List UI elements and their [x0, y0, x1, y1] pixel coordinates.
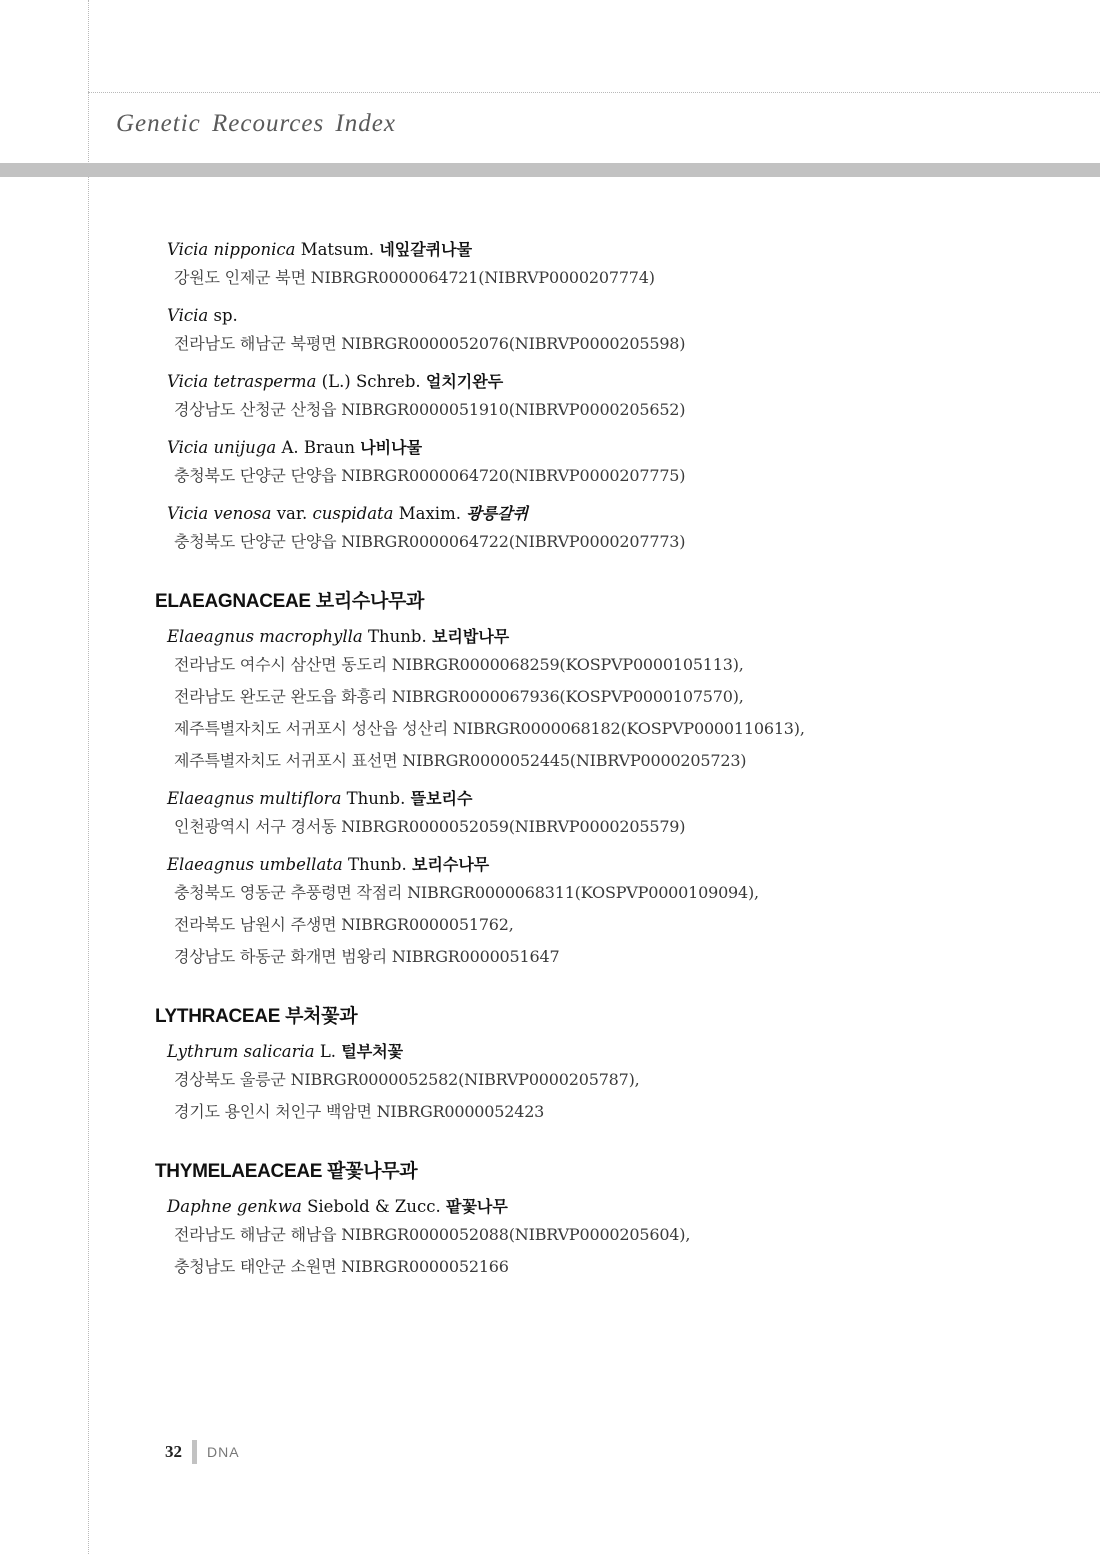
species-name-line: [167, 1040, 1085, 1064]
collection-location: 전라남도 여수시 삼산면 동도리 NIBRGR0000068259(KOSPVP0000105113),: [174, 655, 744, 674]
collection-location: 전라남도 해남군 북평면 NIBRGR0000052076(NIBRVP0000205598): [174, 334, 686, 353]
family-title: THYMELAEACEAE 팥꽃나무과: [155, 1161, 418, 1182]
family-section: [155, 238, 1085, 558]
page-number: 32: [165, 1442, 182, 1461]
family-section: [155, 586, 1085, 973]
species-entry: [167, 502, 1085, 558]
species-entry: [167, 436, 1085, 492]
collection-location: 제주특별자치도 서귀포시 성산읍 성산리 NIBRGR0000068182(KOSPVP0000110613),: [174, 719, 805, 738]
species-name-line: [167, 436, 1085, 460]
species-korean-name: 얼치기완두: [425, 372, 504, 391]
species-korean-name: 보리수나무: [411, 855, 490, 874]
family-section: [155, 1001, 1085, 1128]
species-scientific-name: Vicia: [167, 306, 209, 325]
species-name-line: [167, 787, 1085, 811]
header-bar: [0, 163, 1100, 177]
collection-location: 전라남도 해남군 해남읍 NIBRGR0000052088(NIBRVP0000205604),: [174, 1225, 691, 1244]
species-entry: [167, 370, 1085, 426]
species-scientific-name: Elaeagnus umbellata: [167, 855, 343, 874]
collection-location: 충청남도 태안군 소원면 NIBRGR0000052166: [174, 1257, 509, 1276]
species-name-line: [167, 625, 1085, 649]
species-entry: [167, 1195, 1085, 1283]
collection-location: 제주특별자치도 서귀포시 표선면 NIBRGR0000052445(NIBRVP0000205723): [174, 751, 747, 770]
family-title: LYTHRACEAE 부처꽃과: [155, 1006, 358, 1027]
collection-location: 충청북도 단양군 단양읍 NIBRGR0000064720(NIBRVP0000207775): [174, 466, 686, 485]
species-scientific-name: Elaeagnus multiflora: [167, 789, 342, 808]
species-author: Thunb.: [346, 789, 406, 808]
species-korean-name: 광릉갈퀴: [466, 504, 529, 523]
collection-location: 경상남도 하동군 화개면 범왕리 NIBRGR0000051647: [174, 947, 560, 966]
species-author: sp.: [213, 306, 238, 325]
species-variety-name: cuspidata: [312, 504, 394, 523]
collection-location: 인천광역시 서구 경서동 NIBRGR0000052059(NIBRVP0000205579): [174, 817, 686, 836]
species-author: Matsum.: [300, 240, 375, 259]
species-scientific-name: Vicia nipponica: [167, 240, 296, 259]
species-scientific-name: Elaeagnus macrophylla: [167, 627, 363, 646]
species-korean-name: 나비나물: [360, 438, 423, 457]
species-name-line: [167, 238, 1085, 262]
species-scientific-name: Vicia unijuga: [167, 438, 277, 457]
family-section: [155, 1156, 1085, 1283]
species-entry: [167, 238, 1085, 294]
species-author: A. Braun: [281, 438, 355, 457]
margin-dotted-line-horizontal: [88, 92, 1100, 93]
species-scientific-name: Vicia venosa: [167, 504, 272, 523]
species-entry: [167, 853, 1085, 973]
species-entry: [167, 625, 1085, 777]
species-korean-name: 털부처꽃: [341, 1042, 404, 1061]
margin-dotted-line-vertical: [88, 0, 89, 1554]
species-name-line: [167, 853, 1085, 877]
species-korean-name: 팥꽃나무: [446, 1197, 508, 1216]
species-name-line: [167, 370, 1085, 394]
species-author: Thunb.: [348, 855, 407, 874]
species-korean-name: 뜰보리수: [410, 789, 473, 808]
species-author: L.: [319, 1042, 337, 1061]
species-scientific-name: Vicia tetrasperma: [167, 372, 317, 391]
species-scientific-name: Lythrum salicaria: [167, 1042, 315, 1061]
collection-location: 충청북도 영동군 추풍령면 작점리 NIBRGR0000068311(KOSPVP0000109094),: [174, 883, 759, 902]
species-author: (L.) Schreb.: [321, 372, 421, 391]
species-korean-name: 보리밥나무: [431, 627, 510, 646]
species-name-line: [167, 502, 1085, 526]
species-entry: [167, 1040, 1085, 1128]
species-variety-author: Maxim.: [398, 504, 461, 523]
species-name-line: [167, 304, 1085, 328]
collection-location: 경상북도 울릉군 NIBRGR0000052582(NIBRVP0000205787),: [174, 1070, 640, 1089]
footer-divider: [192, 1440, 197, 1464]
family-title: ELAEAGNACEAE 보리수나무과: [155, 591, 425, 612]
species-author: Siebold & Zucc.: [307, 1197, 441, 1216]
page-footer: [165, 1440, 240, 1464]
species-entry: [167, 787, 1085, 843]
collection-location: 경상남도 산청군 산청읍 NIBRGR0000051910(NIBRVP0000205652): [174, 400, 686, 419]
collection-location: 경기도 용인시 처인구 백암면 NIBRGR0000052423: [174, 1102, 545, 1121]
footer-section-label: DNA: [207, 1444, 240, 1460]
species-scientific-name: Daphne genkwa: [167, 1197, 302, 1216]
species-entry: [167, 304, 1085, 360]
index-content: [155, 238, 1085, 1297]
species-name-line: [167, 1195, 1085, 1219]
collection-location: 전라남도 완도군 완도읍 화흥리 NIBRGR0000067936(KOSPVP0000107570),: [174, 687, 744, 706]
collection-location: 충청북도 단양군 단양읍 NIBRGR0000064722(NIBRVP0000207773): [174, 532, 686, 551]
species-korean-name: 네잎갈퀴나물: [379, 240, 473, 259]
collection-location: 전라북도 남원시 주생면 NIBRGR0000051762,: [174, 915, 514, 934]
page-header-title: Genetic Recources Index: [116, 110, 396, 137]
collection-location: 강원도 인제군 북면 NIBRGR0000064721(NIBRVP0000207774): [174, 268, 655, 287]
species-author: var.: [276, 504, 313, 523]
species-author: Thunb.: [368, 627, 427, 646]
